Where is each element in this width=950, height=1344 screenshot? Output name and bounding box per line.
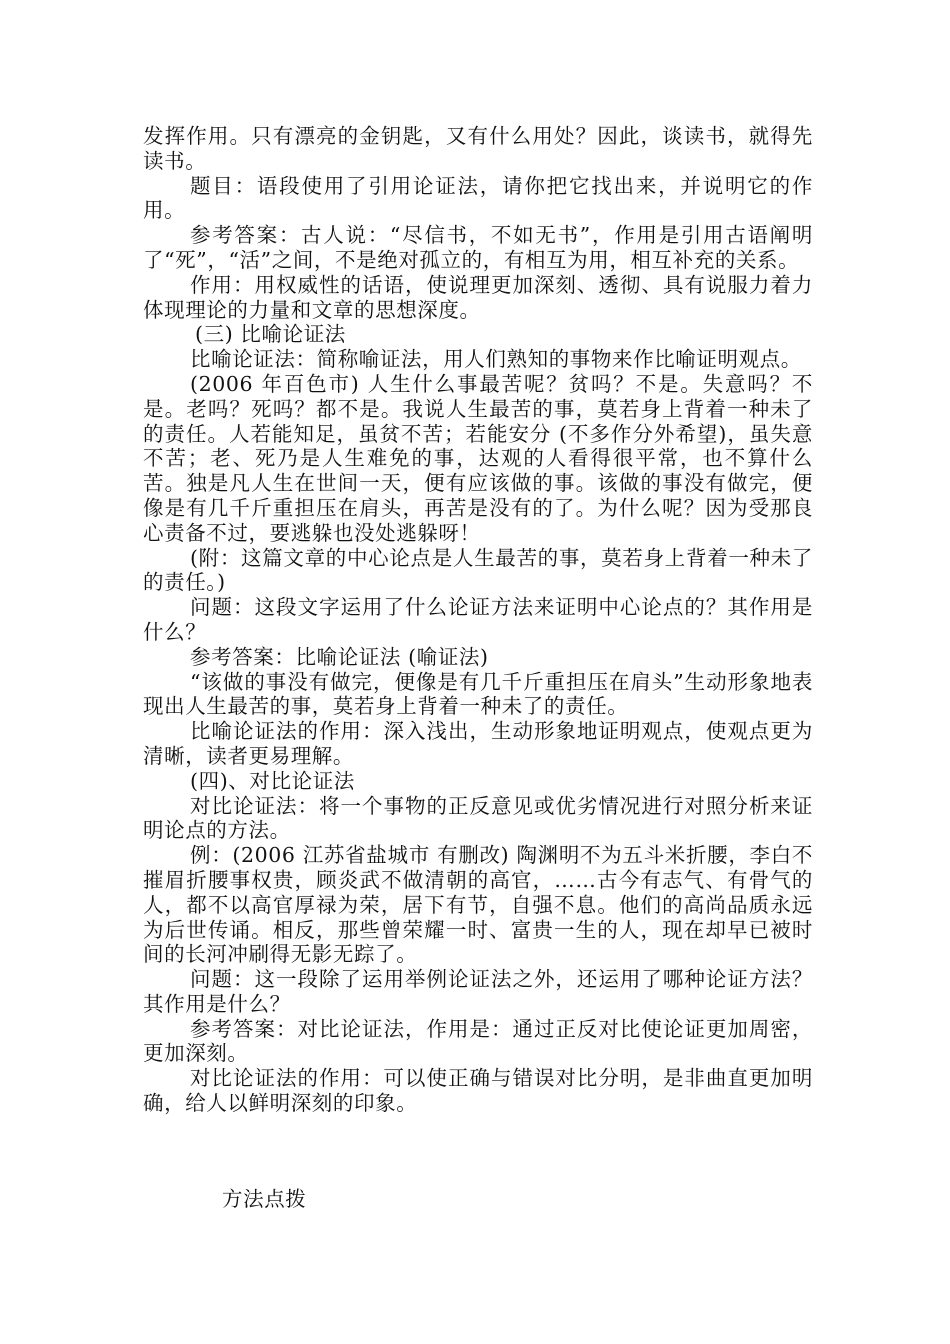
document-body [143,124,813,1116]
paragraph-metaphor-effect: 比喻论证法的作用：深入浅出，生动形象地证明观点，使观点更为清晰，读者更易理解。 [143,719,813,768]
paragraph-contrast-example: 例：(2006 江苏省盐城市 有删改) 陶渊明不为五斗米折腰，李白不摧眉折腰事权贵，顾炎武不做清朝的高官，……古今有志气、有骨气的人，都不以高官厚禄为荣，居下有节，自强不息。他们的高尚品质永远为后世传诵。相反，那些曾荣耀一时、富贵一生的人，现在却早已被时间的长河冲刷得无影无踪了。 [143,843,813,967]
subheading-contrast: (四)、对比论证法 [190,768,355,793]
paragraph-contrast-effect: 对比论证法的作用：可以使正确与错误对比分明，是非曲直更加明确，给人以鲜明深刻的印象。 [143,1066,813,1116]
paragraph-contrast-answer: 参考答案：对比论证法，作用是：通过正反对比使论证更加周密，更加深刻。 [143,1016,813,1066]
subheading-metaphor: (三) 比喻论证法 [195,322,346,347]
section-heading-method: 方法点拨 [222,1187,307,1211]
paragraph-question-quote: 题目：语段使用了引用论证法，请你把它找出来，并说明它的作用。 [143,173,813,223]
paragraph-contrast-question: 问题：这一段除了运用举例论证法之外，还运用了哪种论证方法？其作用是什么？ [143,967,813,1016]
paragraph-effect-quote: 作用：用权威性的话语，使说理更加深刻、透彻、具有说服力着力体现理论的力量和文章的思想深度。 [143,272,813,322]
paragraph-metaphor-explanation: “该做的事没有做完，便像是有几千斤重担压在肩头”生动形象地表现出人生最苦的事，莫若身上背着一种未了的责任。 [143,669,813,719]
paragraph-metaphor-example: (2006 年百色市) 人生什么事最苦呢？贫吗？不是。失意吗？不是。老吗？死吗？都不是。我说人生最苦的事，莫若身上背着一种未了的责任。人若能知足，虽贫不苦；若能安分 (不多作分外希望)，虽失意不苦；老、死乃是人生难免的事，达观的人看得很平常，也不算什么苦。独是凡人生在世间一天，便有应该做的事。该做的事没有做完，便像是有几千斤重担压在肩头，再苦是没有的了。为什么呢？因为受那良心责备不过，要逃躲也没处逃躲呀！ [143,371,813,545]
paragraph-contrast-definition: 对比论证法：将一个事物的正反意见或优劣情况进行对照分析来证明论点的方法。 [143,793,813,843]
paragraph-metaphor-answer: 参考答案：比喻论证法 (喻证法) [190,644,489,669]
paragraph-metaphor-definition: 比喻论证法：简称喻证法，用人们熟知的事物来作比喻证明观点。 [190,347,802,372]
paragraph-answer-quote: 参考答案：古人说：“尽信书，不如无书”，作用是引用古语阐明了“死”，“活”之间，不是绝对孤立的，有相互为用，相互补充的关系。 [143,223,813,272]
paragraph-metaphor-note: (附：这篇文章的中心论点是人生最苦的事，莫若身上背着一种未了的责任。) [143,545,813,595]
paragraph-continuation: 发挥作用。只有漂亮的金钥匙，又有什么用处？因此，谈读书，就得先读书。 [143,124,813,173]
paragraph-metaphor-question: 问题：这段文字运用了什么论证方法来证明中心论点的？其作用是什么？ [143,595,813,644]
